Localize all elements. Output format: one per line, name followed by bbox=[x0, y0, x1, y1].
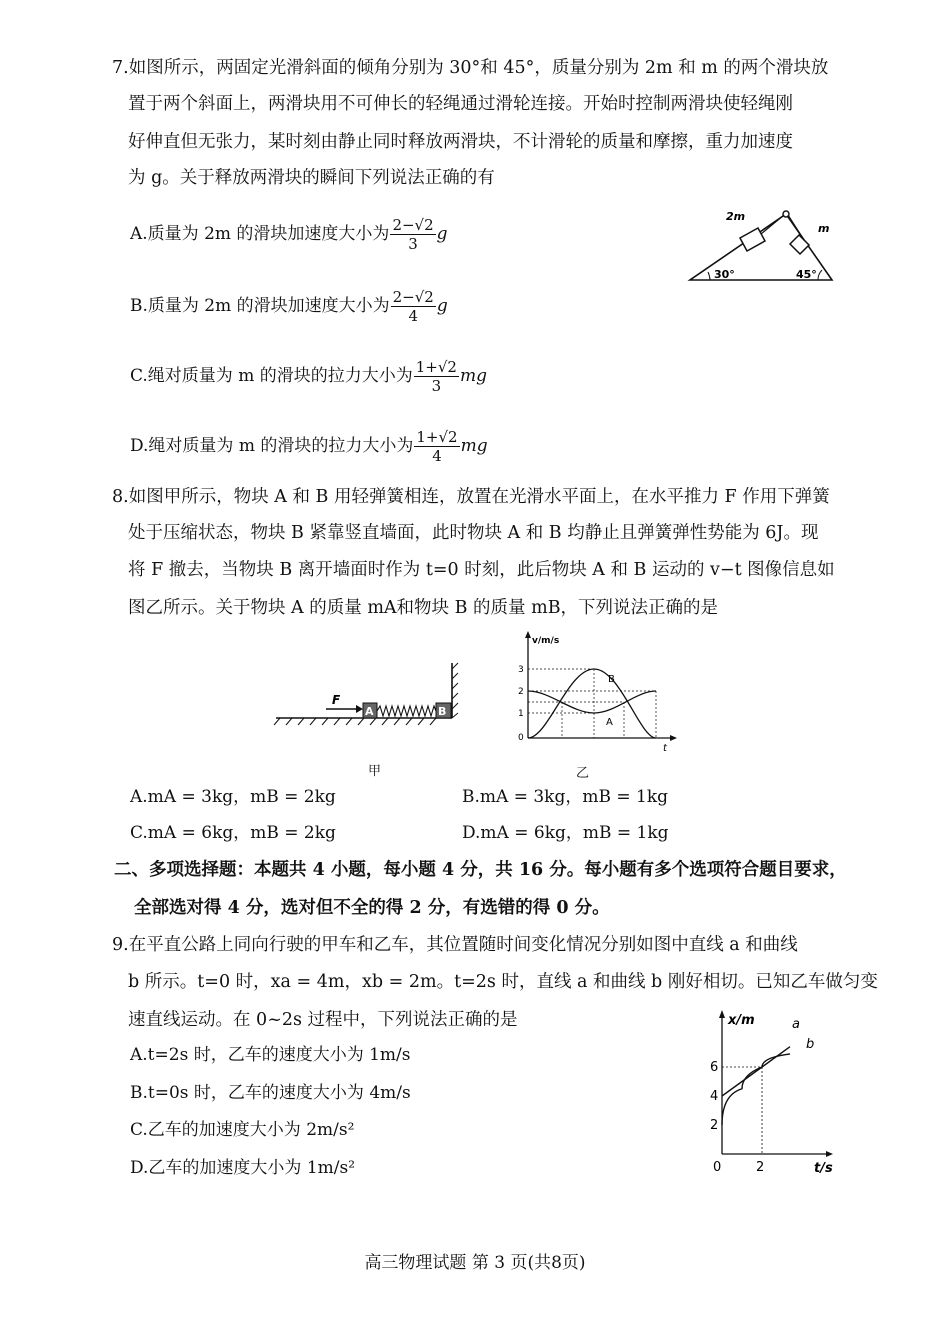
svg-text:1: 1 bbox=[518, 709, 524, 719]
q7-option-a[interactable]: A.质量为 2m 的滑块加速度大小为 $\frac{2-√2}{3}$ g bbox=[130, 216, 448, 253]
force-label: F bbox=[332, 693, 341, 707]
svg-text:A: A bbox=[365, 705, 374, 718]
q8-option-a[interactable]: A.mA = 3kg，mB = 2kg bbox=[130, 787, 336, 807]
caption-yi: 乙 bbox=[576, 766, 590, 781]
q9-line-3: 速直线运动。在 0~2s 过程中，下列说法正确的是 bbox=[128, 1010, 518, 1030]
q8-line-4: 图乙所示。关于物块 A 的质量 mA和物块 B 的质量 mB，下列说法正确的是 bbox=[128, 598, 719, 618]
q7-line-2: 置于两个斜面上，两滑块用不可伸长的轻绳通过滑轮连接。开始时控制两滑块使轻绳刚 bbox=[128, 94, 793, 114]
svg-text:B: B bbox=[438, 705, 447, 718]
q7-line-1: 7.如图所示，两固定光滑斜面的倾角分别为 30°和 45°，质量分别为 2m 和 m 的两个滑块放 bbox=[112, 58, 829, 78]
svg-text:B: B bbox=[608, 674, 615, 685]
xt-ylabel: x/m bbox=[728, 1013, 755, 1028]
q8-line-1: 8.如图甲所示，物块 A 和 B 用轻弹簧相连，放置在光滑水平面上，在水平推力 F 作用下弹簧 bbox=[112, 487, 830, 507]
q7-line-4: 为 g。关于释放两滑块的瞬间下列说法正确的有 bbox=[128, 168, 495, 188]
q8-option-b[interactable]: B.mA = 3kg，mB = 1kg bbox=[462, 787, 669, 807]
q9-option-d[interactable]: D.乙车的加速度大小为 1m/s² bbox=[130, 1158, 356, 1178]
q7-option-b[interactable]: B.质量为 2m 的滑块加速度大小为 $\frac{2-√2}{4}$ g bbox=[130, 288, 448, 325]
q7-option-d[interactable]: D.绳对质量为 m 的滑块的拉力大小为 $\frac{1+√2}{4}$ mg bbox=[130, 428, 488, 465]
q9-line-2: b 所示。t=0 时，xa = 4m，xb = 2m。t=2s 时，直线 a 和曲线 b 刚好相切。已知乙车做匀变 bbox=[128, 972, 878, 992]
section2-line-1: 二、多项选择题：本题共 4 小题，每小题 4 分，共 16 分。每小题有多个选项符合题目要求， bbox=[114, 860, 847, 880]
q8-figure-spring bbox=[270, 655, 470, 755]
q8-vt-graph bbox=[510, 630, 680, 755]
angle-45: 45° bbox=[796, 268, 817, 281]
ytick-2: 2 bbox=[710, 1118, 719, 1133]
page-footer: 高三物理试题 第 3 页(共8页) bbox=[364, 1253, 586, 1273]
label-2m: 2m bbox=[726, 210, 746, 223]
xt-xlabel: t/s bbox=[814, 1161, 833, 1176]
vt-ylabel: v/m/s bbox=[532, 636, 560, 646]
ytick-4: 4 bbox=[710, 1089, 719, 1104]
svg-text:2: 2 bbox=[518, 687, 524, 697]
q9-option-c[interactable]: C.乙车的加速度大小为 2m/s² bbox=[130, 1120, 355, 1140]
svg-text:3: 3 bbox=[518, 665, 524, 675]
curve-b bbox=[528, 669, 656, 738]
series-b bbox=[722, 1054, 790, 1125]
q8-option-d[interactable]: D.mA = 6kg，mB = 1kg bbox=[462, 823, 669, 843]
vt-xlabel: t bbox=[663, 743, 667, 754]
block-m bbox=[790, 235, 809, 254]
label-m: m bbox=[818, 222, 830, 235]
q8-line-3: 将 F 撤去，当物块 B 离开墙面时作为 t=0 时刻，此后物块 A 和 B 运动的 v−t 图像信息如 bbox=[128, 560, 835, 580]
xtick-0: 0 bbox=[713, 1160, 722, 1175]
q9-line-1: 9.在平直公路上同向行驶的甲车和乙车，其位置随时间变化情况分别如图中直线 a 和曲线 bbox=[112, 935, 798, 955]
q7-incline-figure bbox=[682, 200, 842, 292]
label-b: b bbox=[806, 1037, 815, 1052]
series-a bbox=[722, 1047, 790, 1096]
xtick-2: 2 bbox=[756, 1160, 765, 1175]
caption-jia: 甲 bbox=[368, 764, 382, 779]
q9-option-b[interactable]: B.t=0s 时，乙车的速度大小为 4m/s bbox=[130, 1083, 411, 1103]
q9-xt-graph bbox=[700, 1008, 840, 1178]
q7-option-c[interactable]: C.绳对质量为 m 的滑块的拉力大小为 $\frac{1+√2}{3}$ mg bbox=[130, 358, 487, 395]
svg-text:A: A bbox=[606, 717, 613, 728]
ytick-6: 6 bbox=[710, 1060, 719, 1075]
q8-line-2: 处于压缩状态，物块 B 紧靠竖直墙面，此时物块 A 和 B 均静止且弹簧弹性势能为 6J。现 bbox=[128, 523, 819, 543]
spring bbox=[377, 706, 436, 716]
q8-option-c[interactable]: C.mA = 6kg，mB = 2kg bbox=[130, 823, 336, 843]
angle-30: 30° bbox=[714, 268, 735, 281]
svg-text:0: 0 bbox=[518, 733, 524, 743]
q7-line-3: 好伸直但无张力，某时刻由静止同时释放两滑块，不计滑轮的质量和摩擦，重力加速度 bbox=[128, 132, 793, 152]
q9-option-a[interactable]: A.t=2s 时，乙车的速度大小为 1m/s bbox=[130, 1045, 411, 1065]
section2-line-2: 全部选对得 4 分，选对但不全的得 2 分，有选错的得 0 分。 bbox=[134, 898, 610, 918]
label-a: a bbox=[792, 1017, 800, 1032]
